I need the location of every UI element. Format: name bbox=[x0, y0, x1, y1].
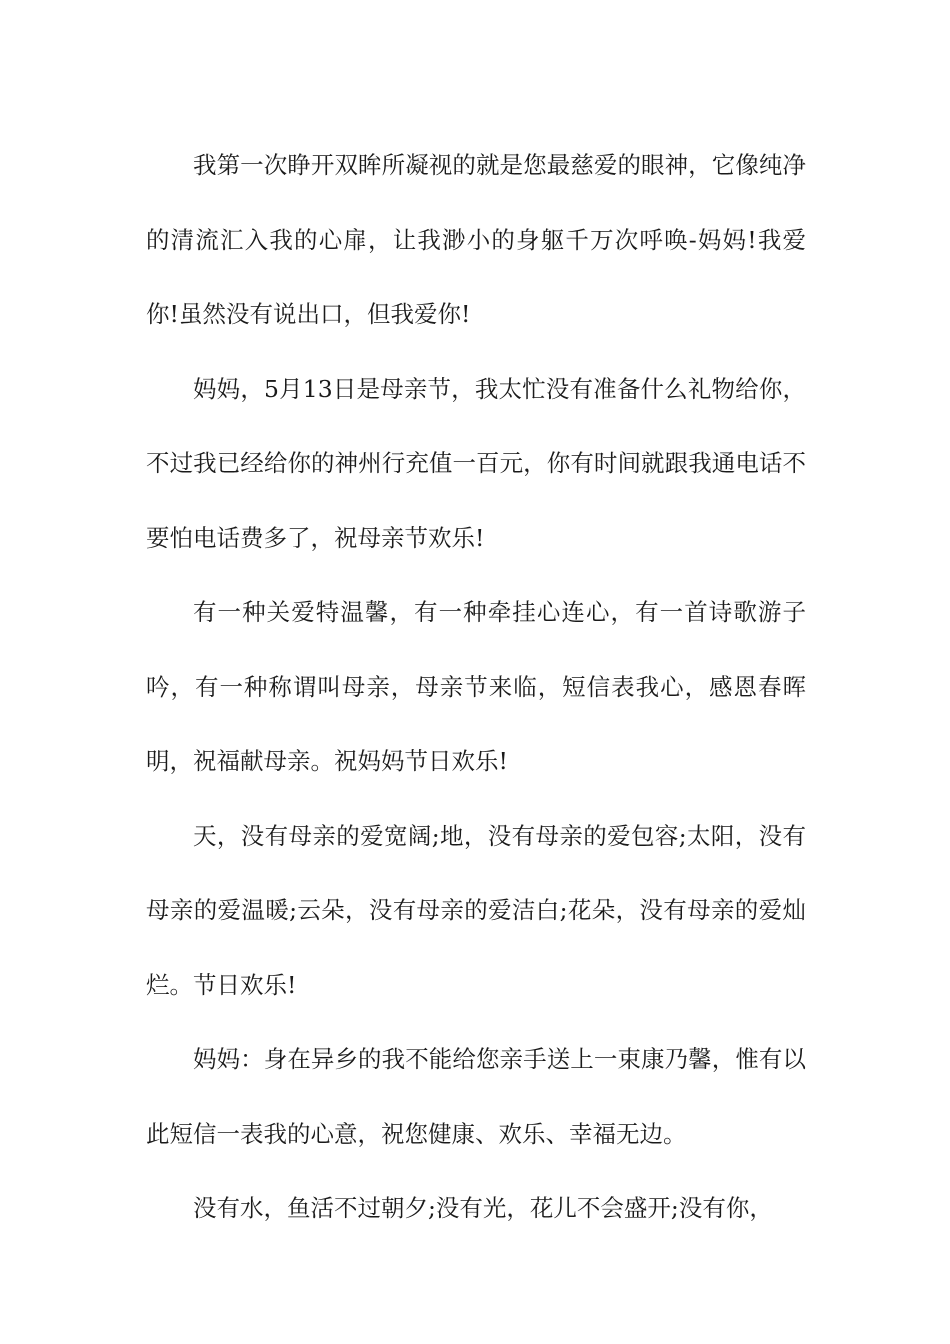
paragraph-5: 妈妈：身在异乡的我不能给您亲手送上一束康乃馨，惟有以此短信一表我的心意，祝您健康、欢乐、幸福无边。 bbox=[146, 1045, 806, 1148]
paragraph-1: 我第一次睁开双眸所凝视的就是您最慈爱的眼神，它像纯净的清流汇入我的心扉，让我渺小的身躯千万次呼唤-妈妈!我爱你!虽然没有说出口，但我爱你! bbox=[146, 151, 806, 328]
document-body bbox=[146, 128, 806, 1246]
paragraph-4: 天，没有母亲的爱宽阔;地，没有母亲的爱包容;太阳，没有母亲的爱温暖;云朵，没有母亲的爱洁白;花朵，没有母亲的爱灿烂。节日欢乐! bbox=[146, 821, 806, 999]
paragraph-3: 有一种关爱特温馨，有一种牵挂心连心，有一首诗歌游子吟，有一种称谓叫母亲，母亲节来临，短信表我心，感恩春晖明，祝福献母亲。祝妈妈节日欢乐! bbox=[146, 598, 806, 775]
paragraph-6: 没有水，鱼活不过朝夕;没有光，花儿不会盛开;没有你， bbox=[193, 1194, 773, 1222]
paragraph-2: 妈妈，5月13日是母亲节，我太忙没有准备什么礼物给你，不过我已经给你的神州行充值一百元，你有时间就跟我通电话不要怕电话费多了，祝母亲节欢乐! bbox=[146, 374, 806, 552]
